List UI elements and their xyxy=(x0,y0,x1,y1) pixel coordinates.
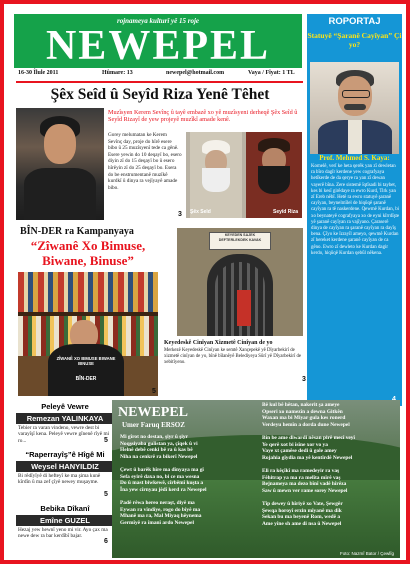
musician-photo xyxy=(16,108,104,220)
poem-title[interactable]: NEWEPEL xyxy=(118,405,189,420)
sidebar-author-yalinkaya: Remezan YALINKAYA xyxy=(16,413,114,424)
shirt-slogan: ZÎWANÊ XO BIMUSE BIWANE BINUSE xyxy=(56,356,116,366)
newepel-poem-box xyxy=(112,400,400,558)
masthead-tagline: rojnameya kulturî yê 15 roje xyxy=(116,17,200,25)
bin-der-title[interactable]: “Zîwanê Xo Bimuse, Biwane, Binuse” xyxy=(30,238,146,268)
lead-intro: Muzîsyen Kerem Sevînç û tayê embazê xo yê muzîsyeni derheqê Şêx Seîd û Seyîd Rizayî de yew projeyê muzîkî amade kenê. xyxy=(108,109,298,124)
cinyan-caption[interactable]: Keyedeskê Cinîyan Xizmetê Cinîyan de yo xyxy=(164,340,273,346)
sidebar-text-bebika: Hezaj yew hewnî yeno mi vir. Ayo çax ma newe dew ra bar kerdîbî bajar. xyxy=(18,527,108,540)
sidebar-text-vewre: Tebier ra varan vindeno, vewre dest bi varayîşî kena. Peleyê vewre gînenê rîyê mi ro... xyxy=(18,425,110,444)
interview-header: ROPORTAJ xyxy=(328,16,381,27)
issue-date: 16-30 Îlule 2011 xyxy=(18,70,59,76)
bin-der-kicker: BÎN-DER ra Kampanyaya xyxy=(20,226,134,237)
lead-body: Gorey melumatan ke Kerem Sevînç day, proje do hîrê esere bibo û 25 muzîsyenî tede ca gênê. Esere yewin do 10 deqayî bo, esero diyin zî do 15 deqayî bo û esero hîrêyin zî do 25 deqayî bo. Esera do be enstrumentanê muzîkê kurdkî û dinya ra vejîyayê amade bibo. xyxy=(108,132,182,191)
sheikh-said-seyid-riza-photo xyxy=(186,132,302,218)
contact-email: newepel@hotmail.com xyxy=(166,70,225,76)
photo-caption-right: Seyîd Riza xyxy=(272,209,298,215)
lead-page-number: 3 xyxy=(178,211,182,218)
shirt-brand: BÎN-DER xyxy=(75,376,97,382)
issue-number: Hûmare: 13 xyxy=(102,70,133,76)
professor-photo xyxy=(310,62,399,154)
interview-subtitle[interactable]: Statuyê “Şaranê Cayîyan” Çi yo? xyxy=(307,31,402,49)
sidebar-header-vewre[interactable]: Peleyê Vewre xyxy=(41,402,89,411)
photo-credit: Foto: Nazmî Bator / Çewlîg xyxy=(339,551,394,556)
masthead-title: NEWEPEL xyxy=(45,23,271,69)
sidebar-page-vewre: 5 xyxy=(104,437,108,444)
women-center-photo xyxy=(177,228,303,336)
sidebar-header-bebika[interactable]: Bebika Dîkanî xyxy=(40,504,90,513)
bin-der-page-number: 5 xyxy=(152,388,156,395)
price-label: Vaya / Fîyat: 1 TL xyxy=(248,70,295,76)
cinyan-page-number: 3 xyxy=(302,376,306,383)
sidebar-author-guzel: Emîne GUZEL xyxy=(16,515,114,526)
center-sign: KEYEDEN SAJEK DEFTERLEKDEK KAVAK xyxy=(209,232,271,250)
sidebar-author-hanyildiz: Weysel HANYILDIZ xyxy=(16,461,114,472)
lead-headline[interactable]: Şêx Seîd û Seyîd Riza Yenê Têhet xyxy=(50,86,270,103)
masthead-infobar xyxy=(16,70,302,80)
masthead xyxy=(14,14,302,68)
interview-body: Komelê, verî ke heta qerêk yan zî dewletan ra bîro dagîr kerdene yew cografyaya hetîkerde de da qerye ra yan zî dewan vayerê bîna. Zere sistemê îqtîsadi bi taybet, kes bi kesî girêdaye ra ewro Kurd, Tirk yan zî Ereb nêbî. Hetê ra ewro statuyê şaranê cayîyan, beynelmîlel de hiqûqê şaranê cayîyan ra tê naskerdene. Qewmê Kurdan, bi xo beynateyê cografyaya xo de eyni kîrrdîşte yê şaranê cayîyan ra vajîyano. Çaraserê dinya de cayîyan ra şaranê cayîyan ra dayîş bena. Çîyo ke îzrayîl ameyo, qewmê Kurdan zî hereket kerdene şaranê cayîyan de ca gêno. Ewro zî dewleto ke Kurdan dagir kerdo, hiqûqê Kurdan qebûl nêkena. xyxy=(311,164,399,256)
poem-byline: Umer Faruq ERSOZ xyxy=(122,421,185,429)
sidebar-text-raperrayis: Bi rêdîyîyê di hefteyî ke ma şima kunê kîrdîn û ma zef çîyê newey muşayme. xyxy=(18,473,101,486)
poem-left-column: Mi gîrot no destan, şiyr û şiyr Noqşsiyaba gulistan ya, çîqek û vi Helnê debê cenki bê ra û kas bê Niha na cenkrê ra bikerî Newepel Çewt û barêk hîre ma dînyaya ma gî Sefa eyirê daxa no, bi ce ma wesna Do û mast biwkewê, cîrbêmî kuşta a Îna yew cîrnyau jêdî kerd ra Newepel Padê rêwa hereo neraşt, diyê ma Eywan ra vîndîye, rogo do bîyê ma Mhanê ma ra, Mal Miyaq hêynema Germîyê ra îmanî ardo Newepel xyxy=(120,434,207,526)
sidebar-quote-raperrayis[interactable]: “Raperrayîş”ê Hîgê Mi xyxy=(25,450,105,459)
photo-caption-left: Şêx Seîd xyxy=(190,209,211,215)
sidebar-page-bebika: 6 xyxy=(104,538,108,545)
sidebar-page-raperrayis: 5 xyxy=(104,491,108,498)
cinyan-body: Merkezê Keyedeskê Cinîyan ke semtê Xançepekê yê Dîyarbekirî de xizmetê cinîyan de yo, bînê bîlanêyê Belediyeya Sûrî yê Dîyarbekirî de xebitîyeno. xyxy=(164,348,302,365)
professor-name: Prof. Mehmed S. Kaya: xyxy=(319,154,390,162)
bookshelf-photo xyxy=(18,272,158,396)
masthead-divider xyxy=(16,81,303,83)
poem-right-column: Bê kul bê hêtan, nakerit şa ameye Opseri xo namezîn a dewna Gitkên Waxan ma bi Miyar gula kes ronerd Verdeyu hemîn a dorda dune Newepel Bîn be ame diwardi nêsan pirê mecî veyî Ye qerê xot bi îsîne xor vo ya Vaye xt çamêse dedi û gole amey Rojahia gîydia ma yê kentîrdê Newepel Eli ra kêçîkî ma ramedeyir ra vaş Fêhitrap ya ma ra melîta mîrê vaş Bejnameya ma dezo bînî vadê hîrêza Saw û mewn ver rame sorey Newepel Tîp dewey û hîriyê xo Vate, Şewgêr Şewqa horoyî erzin mîyanê ma dîk Sekan bu ma beyenê Rom, wedê a Ame yîne sh ame di nsa û Newepel xyxy=(262,402,355,527)
